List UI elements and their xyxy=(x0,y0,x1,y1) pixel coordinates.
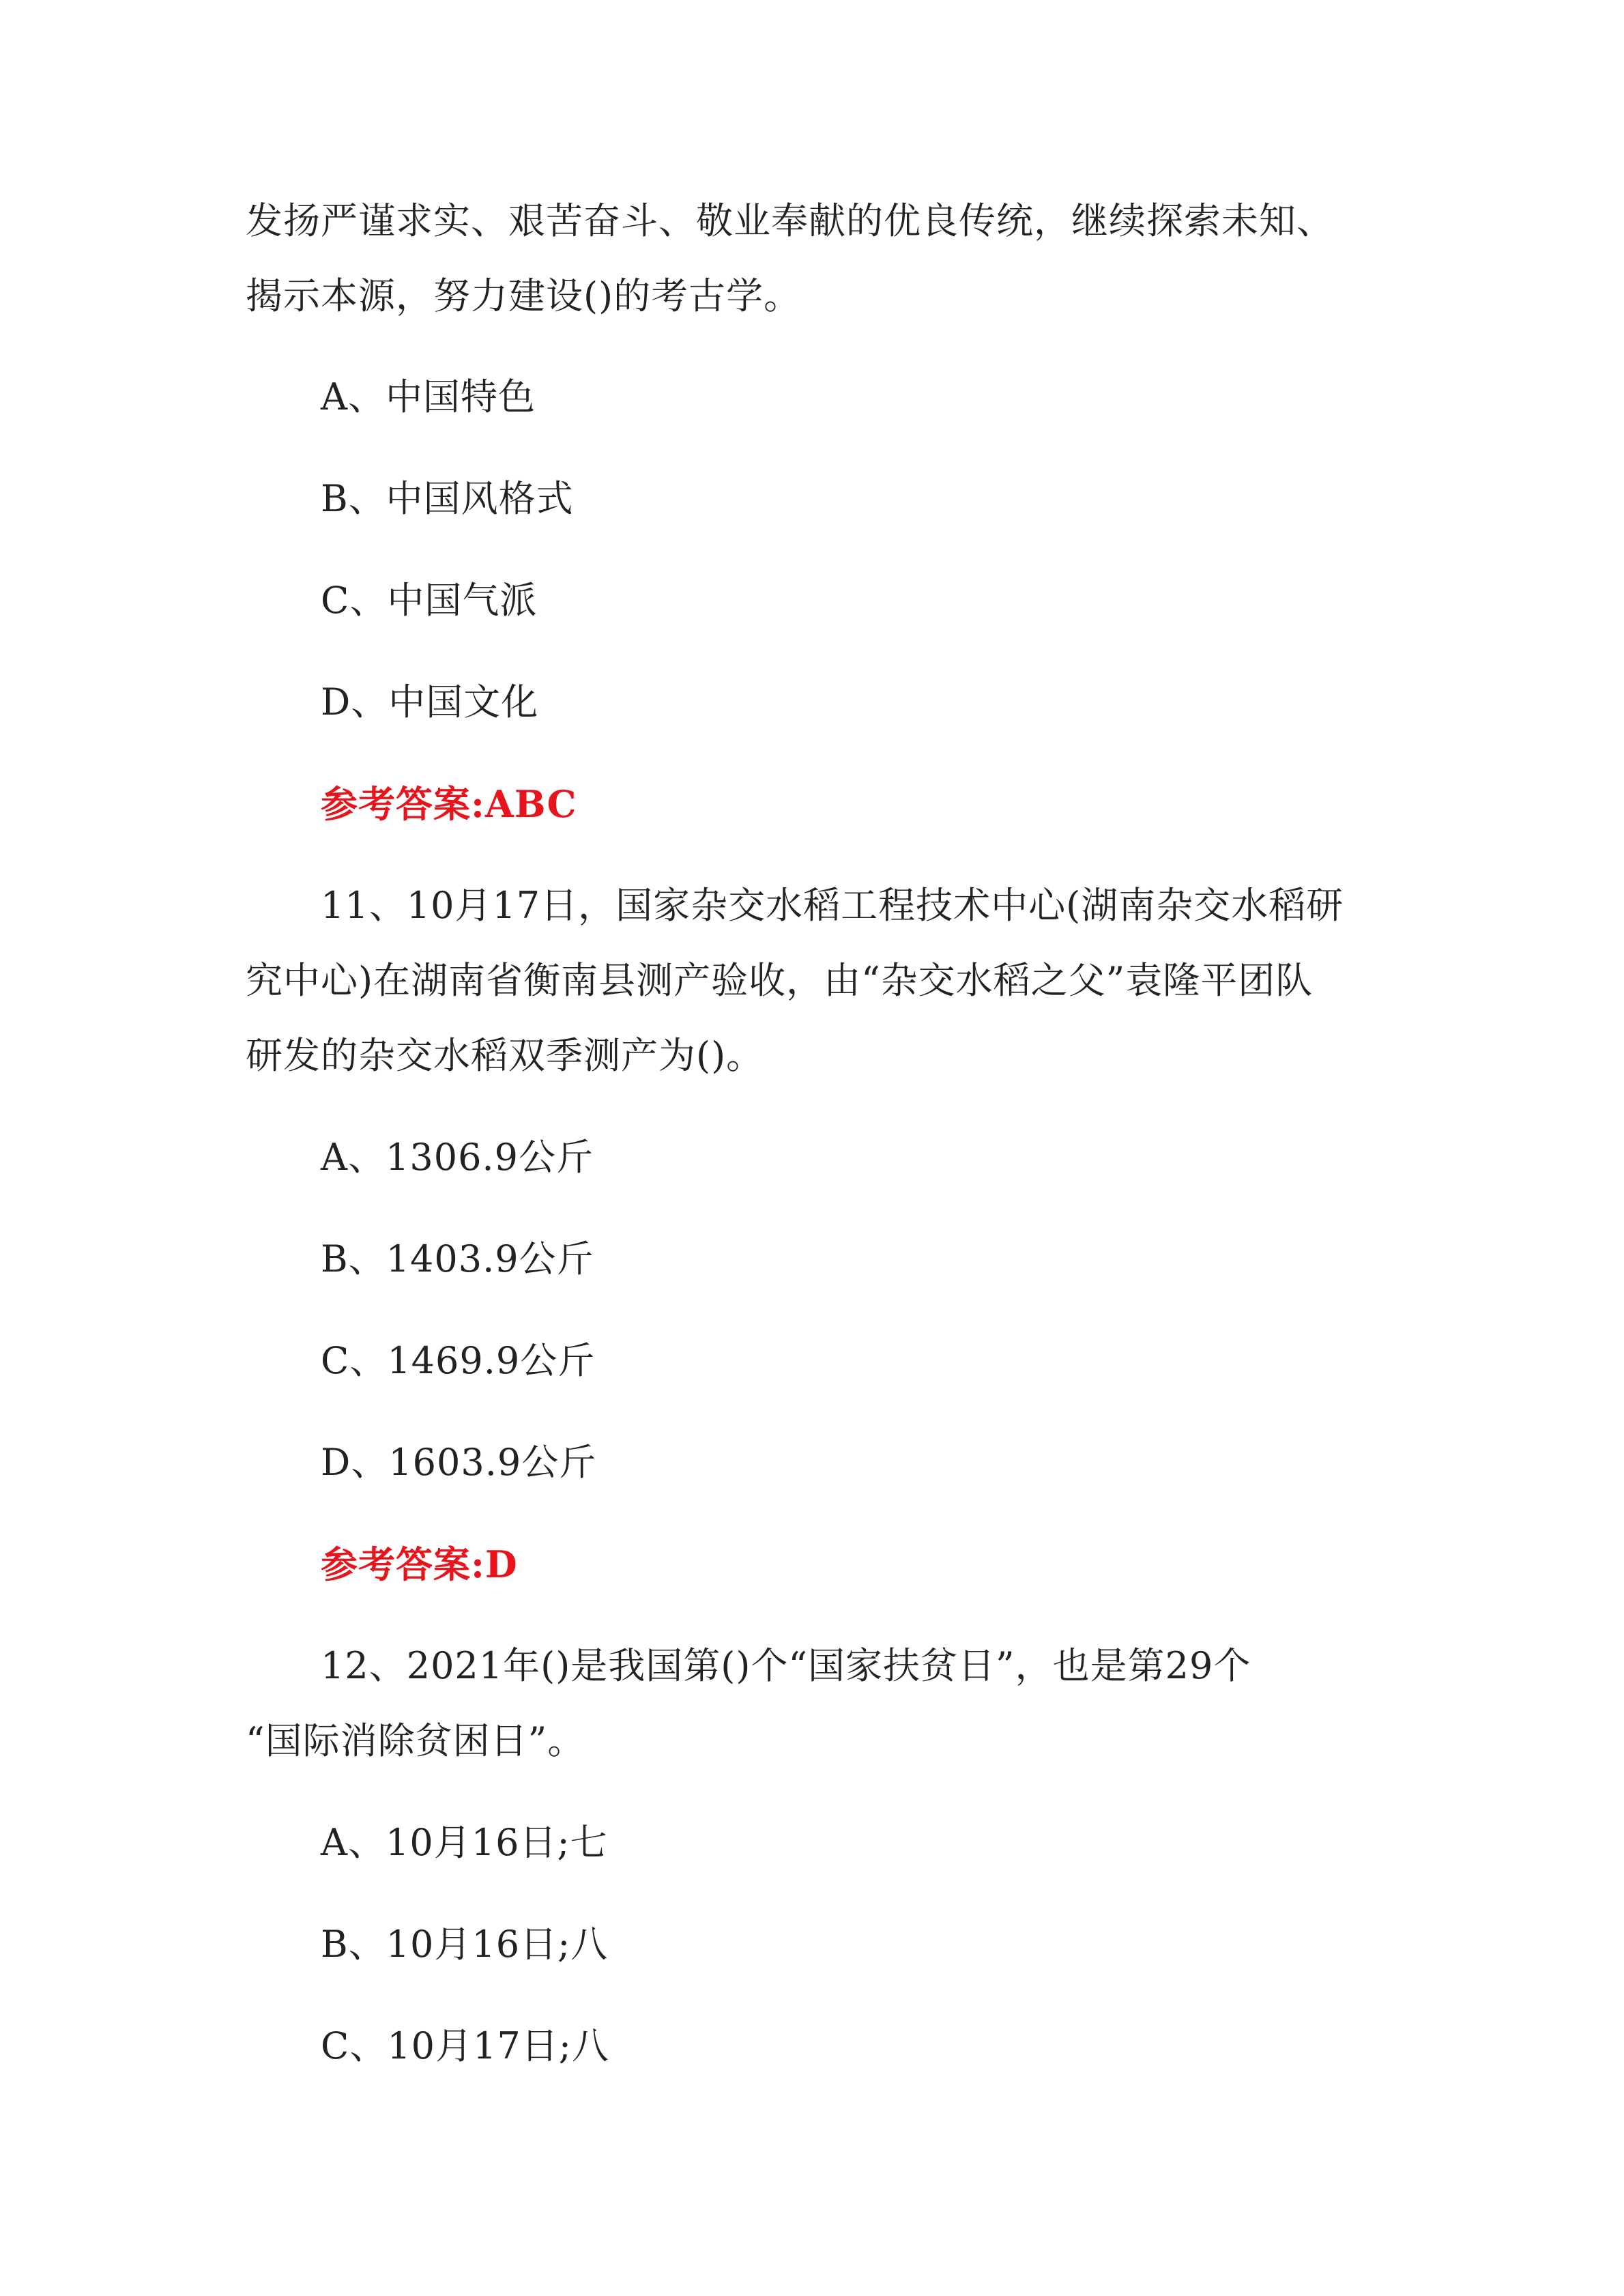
q11-option-b: B、1403.9公斤 xyxy=(321,1237,594,1280)
q11-stem-line-3: 研发的杂交水稻双季测产为()。 xyxy=(246,1034,764,1077)
q12-option-b: B、10月16日;八 xyxy=(321,1923,609,1966)
q12-stem-line-1: 12、2021年()是我国第()个“国家扶贫日”，也是第29个 xyxy=(321,1644,1251,1687)
q10-answer: 参考答案:ABC xyxy=(321,782,577,826)
q12-option-a: A、10月16日;七 xyxy=(321,1821,608,1864)
q11-answer: 参考答案:D xyxy=(321,1542,518,1586)
q10-option-b: B、中国风格式 xyxy=(321,477,574,520)
q10-stem-line-2: 揭示本源，努力建设()的考古学。 xyxy=(246,274,802,317)
q11-option-a: A、1306.9公斤 xyxy=(321,1136,594,1179)
q11-stem-line-2: 究中心)在湖南省衡南县测产验收，由“杂交水稻之父”袁隆平团队 xyxy=(246,959,1314,1002)
q10-option-c: C、中国气派 xyxy=(321,579,538,622)
q11-stem-line-1: 11、10月17日，国家杂交水稻工程技术中心(湖南杂交水稻研 xyxy=(321,884,1344,927)
q12-option-c: C、10月17日;八 xyxy=(321,2024,609,2067)
q11-option-d: D、1603.9公斤 xyxy=(321,1441,597,1484)
q11-option-c: C、1469.9公斤 xyxy=(321,1339,596,1382)
q10-option-a: A、中国特色 xyxy=(321,375,536,418)
q12-stem-line-2: “国际消除贫困日”。 xyxy=(246,1719,585,1762)
q10-stem-line-1: 发扬严谨求实、艰苦奋斗、敬业奉献的优良传统，继续探索未知、 xyxy=(246,199,1334,242)
q10-option-d: D、中国文化 xyxy=(321,680,539,723)
